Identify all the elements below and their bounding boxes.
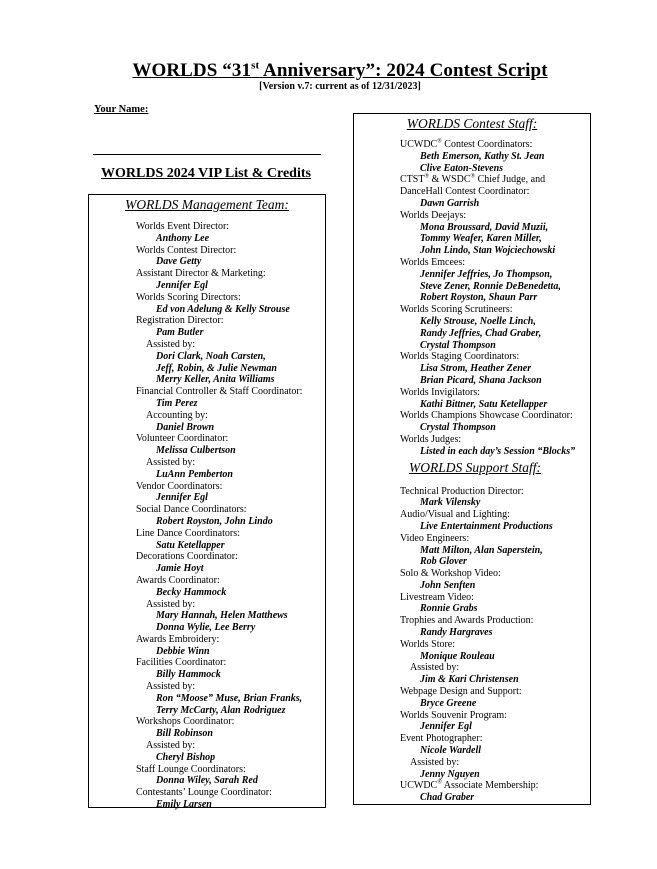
entry-text: Assisted by:	[146, 598, 196, 610]
staff-name	[136, 363, 325, 375]
entry-text: Vendor Coordinators:	[136, 480, 223, 492]
staff-name	[400, 446, 590, 458]
staff-name	[136, 469, 325, 481]
entry-text: Workshops Coordinator:	[136, 716, 235, 728]
staff-name	[400, 769, 590, 781]
role-label	[400, 533, 590, 545]
staff-name	[400, 556, 590, 568]
role-label	[136, 764, 325, 776]
entry-text: Kathi Bittner, Satu Ketellapper	[420, 398, 548, 410]
entry-text: Crystal Thompson	[420, 339, 496, 351]
entry-text: Audio/Visual and Lighting:	[400, 509, 510, 521]
entry-text: Jamie Hoyt	[156, 563, 204, 575]
entry-text: Mona Broussard, David Muzii,	[420, 221, 549, 233]
document-title	[0, 60, 657, 82]
role-label	[400, 174, 590, 186]
entry-text: Accounting by:	[146, 409, 208, 421]
name-signature-line[interactable]	[93, 154, 321, 155]
entry-text: Mark Vilensky	[420, 497, 481, 509]
staff-name	[136, 256, 325, 268]
entry-text: Jennifer Egl	[156, 279, 208, 291]
staff-name	[400, 328, 590, 340]
title-suffix: Anniversary”: 2024 Contest Script	[259, 60, 548, 81]
entry-text: Donna Wiley, Sarah Red	[156, 775, 258, 787]
staff-name	[400, 399, 590, 411]
entry-text: Jennifer Egl	[156, 492, 208, 504]
staff-name	[400, 292, 590, 304]
entry-text: Assisted by:	[146, 456, 196, 468]
entry-text: Debbie Winn	[156, 645, 210, 657]
assisted-by-label	[136, 457, 325, 469]
staff-name	[136, 775, 325, 787]
entry-text: Satu Ketellapper	[156, 539, 225, 551]
entry-text: Terry McCarty, Alan Rodriguez	[156, 704, 286, 716]
role-label	[400, 257, 590, 269]
entry-text: Brian Picard, Shana Jackson	[420, 374, 542, 386]
entry-text: Social Dance Coordinators:	[136, 504, 247, 516]
staff-name	[400, 627, 590, 639]
entry-text: Worlds Contest Director:	[136, 244, 237, 256]
entry-text: CTST	[400, 174, 425, 186]
title-superscript: st	[251, 59, 260, 72]
staff-name	[136, 705, 325, 717]
entry-text: Webpage Design and Support:	[400, 686, 522, 698]
entry-text: Steve Zener, Ronnie DeBenedetta,	[420, 280, 561, 292]
support-staff-list	[354, 486, 590, 805]
entry-text: Bryce Greene	[420, 697, 477, 709]
entry-text: Contest Coordinators:	[441, 139, 533, 150]
assisted-by-label	[136, 339, 325, 351]
staff-name	[400, 281, 590, 293]
role-label	[136, 221, 325, 233]
staff-name	[136, 351, 325, 363]
entry-text: Associate Membership:	[441, 780, 539, 792]
staff-name	[400, 269, 590, 281]
registered-mark: ®	[424, 174, 430, 181]
entry-text: Dave Getty	[156, 256, 202, 268]
entry-text: Facilities Coordinator:	[136, 657, 227, 669]
entry-text: Video Engineers:	[400, 532, 470, 544]
entry-text: Chief Judge, and	[475, 174, 546, 186]
entry-text: Ron “Moose” Muse, Brian Franks,	[156, 692, 303, 704]
entry-text: Awards Coordinator:	[136, 574, 220, 586]
role-label	[400, 509, 590, 521]
entry-text: DanceHall Contest Coordinator:	[400, 186, 530, 198]
registered-mark: ®	[437, 780, 442, 787]
contest-staff-title: WORLDS Contest Staff:	[406, 116, 538, 131]
entry-text: Decorations Coordinator:	[136, 551, 238, 563]
entry-text: UCWDC	[400, 139, 438, 150]
entry-text: Lisa Strom, Heather Zener	[420, 363, 532, 375]
entry-text: Randy Jeffries, Chad Graber,	[420, 327, 542, 339]
vip-list-heading: WORLDS 2024 VIP List & Credits	[101, 166, 311, 181]
entry-text: Dori Clark, Noah Carsten,	[156, 350, 266, 362]
staff-name	[136, 398, 325, 410]
entry-text: Trophies and Awards Production:	[400, 615, 534, 627]
staff-name	[136, 422, 325, 434]
entry-text: Cheryl Bishop	[156, 751, 216, 763]
staff-name	[400, 497, 590, 509]
entry-text: Nicole Wardell	[420, 745, 482, 757]
entry-text: Assisted by:	[410, 756, 460, 768]
role-label	[136, 481, 325, 493]
entry-text: Assisted by:	[146, 740, 196, 752]
management-team-list	[89, 221, 325, 811]
entry-text: Technical Production Director:	[400, 485, 524, 497]
entry-text: Crystal Thompson	[420, 422, 496, 434]
staff-name	[400, 163, 590, 175]
entry-text: Anthony Lee	[156, 232, 210, 244]
entry-text: Monique Rouleau	[420, 650, 495, 662]
staff-name	[400, 521, 590, 533]
role-label	[136, 245, 325, 257]
entry-text: Tim Perez	[156, 397, 198, 409]
management-team-title: WORLDS Management Team:	[125, 197, 289, 212]
role-label	[400, 139, 590, 151]
entry-text: Registration Director:	[136, 315, 224, 327]
role-label	[400, 733, 590, 745]
entry-text: Bill Robinson	[156, 728, 213, 740]
entry-text: Tommy Weafer, Karen Miller,	[420, 233, 542, 245]
role-label	[136, 386, 325, 398]
staff-name	[400, 340, 590, 352]
role-label	[400, 410, 590, 422]
staff-name	[136, 693, 325, 705]
staff-name	[136, 728, 325, 740]
role-label	[136, 268, 325, 280]
support-staff-title: WORLDS Support Staff:	[409, 459, 542, 475]
entry-text: Clive Eaton-Stevens	[420, 162, 504, 174]
role-label	[136, 787, 325, 799]
staff-name	[400, 245, 590, 257]
staff-name	[136, 587, 325, 599]
entry-text: Ronnie Grabs	[420, 603, 478, 615]
entry-text: Worlds Souvenir Program:	[400, 709, 507, 721]
assisted-by-label	[136, 681, 325, 693]
staff-name	[136, 752, 325, 764]
staff-name	[136, 492, 325, 504]
entry-text: Becky Hammock	[156, 586, 227, 598]
entry-text: Event Photographer:	[400, 733, 483, 745]
staff-name	[400, 674, 590, 686]
staff-name	[400, 745, 590, 757]
entry-text: Ed von Adelung & Kelly Strouse	[156, 303, 290, 315]
entry-text: Worlds Invigilators:	[400, 386, 481, 398]
entry-text: Live Entertainment Productions	[420, 520, 553, 532]
role-label	[136, 504, 325, 516]
role-label	[136, 657, 325, 669]
role-label	[400, 592, 590, 604]
staff-name	[400, 603, 590, 615]
entry-text: Chad Graber	[420, 792, 475, 804]
entry-text: Emily Larsen	[156, 799, 212, 811]
entry-text: Worlds Deejays:	[400, 209, 467, 221]
entry-text: Worlds Event Director:	[136, 221, 230, 232]
entry-text: Financial Controller & Staff Coordinator:	[136, 386, 303, 398]
entry-text: Assisted by:	[410, 662, 460, 674]
assisted-by-label	[136, 410, 325, 422]
staff-name	[400, 363, 590, 375]
staff-name	[136, 327, 325, 339]
version-note: [Version v.7: current as of 12/31/2023]	[259, 81, 421, 92]
entry-text: Jim & Kari Christensen	[420, 674, 519, 686]
staff-name	[400, 375, 590, 387]
entry-text: Daniel Brown	[156, 421, 215, 433]
staff-name	[136, 799, 325, 811]
assisted-by-label	[136, 599, 325, 611]
staff-name	[136, 540, 325, 552]
staff-name	[400, 580, 590, 592]
role-label	[400, 710, 590, 722]
role-label	[400, 486, 590, 498]
role-label	[136, 634, 325, 646]
entry-text: LuAnn Pemberton	[156, 468, 233, 480]
staff-name	[136, 516, 325, 528]
entry-text: UCWDC	[400, 780, 438, 792]
assisted-by-label	[400, 757, 590, 769]
assisted-by-label	[136, 740, 325, 752]
entry-text: Assisted by:	[146, 338, 196, 350]
staff-name	[136, 445, 325, 457]
staff-name	[136, 233, 325, 245]
entry-text: Listed in each day’s Session “Blocks”	[420, 445, 576, 457]
entry-text: Worlds Judges:	[400, 433, 462, 445]
staff-box	[353, 113, 591, 805]
staff-name	[400, 151, 590, 163]
role-label	[400, 304, 590, 316]
staff-name	[136, 563, 325, 575]
staff-name	[400, 422, 590, 434]
entry-text: Solo & Workshop Video:	[400, 568, 501, 580]
entry-text: Melissa Culbertson	[156, 445, 236, 457]
role-label	[400, 615, 590, 627]
entry-text: Kelly Strouse, Noelle Linch,	[420, 315, 536, 327]
management-team-box	[88, 194, 326, 811]
role-label	[400, 434, 590, 446]
role-label	[400, 686, 590, 698]
role-label	[400, 568, 590, 580]
entry-text: Rob Glover	[420, 556, 467, 568]
role-label	[400, 210, 590, 222]
staff-name	[136, 622, 325, 634]
role-label	[136, 551, 325, 563]
staff-name	[400, 316, 590, 328]
registered-mark: ®	[437, 138, 442, 145]
staff-name	[400, 698, 590, 710]
staff-name	[136, 646, 325, 658]
role-label	[400, 186, 590, 198]
staff-name	[136, 610, 325, 622]
entry-text: Worlds Champions Showcase Coordinator:	[400, 410, 573, 422]
staff-name	[400, 233, 590, 245]
entry-text: Mary Hannah, Helen Matthews	[156, 610, 288, 622]
entry-text: Worlds Scoring Directors:	[136, 291, 241, 303]
entry-text: Robert Royston, John Lindo	[156, 515, 273, 527]
staff-name	[136, 304, 325, 316]
staff-name	[400, 721, 590, 733]
entry-text: John Lindo, Stan Wojciechowski	[420, 245, 556, 257]
entry-text: Worlds Emcees:	[400, 256, 466, 268]
role-label	[136, 433, 325, 445]
entry-text: Jennifer Jeffries, Jo Thompson,	[420, 268, 553, 280]
entry-text: Awards Embroidery:	[136, 633, 220, 645]
contest-staff-list	[354, 139, 590, 458]
entry-text: Donna Wylie, Lee Berry	[156, 622, 256, 634]
entry-text: Volunteer Coordinator:	[136, 433, 229, 445]
entry-text: Beth Emerson, Kathy St. Jean	[420, 150, 545, 162]
staff-name	[136, 280, 325, 292]
entry-text: Worlds Scoring Scrutineers:	[400, 304, 513, 316]
role-label	[400, 351, 590, 363]
role-label	[136, 315, 325, 327]
staff-name	[400, 545, 590, 557]
your-name-label: Your Name:	[94, 104, 149, 115]
entry-text: Worlds Staging Coordinators:	[400, 351, 520, 363]
staff-name	[400, 792, 590, 804]
entry-text: Line Dance Coordinators:	[136, 527, 240, 539]
assisted-by-label	[400, 662, 590, 674]
role-label	[136, 575, 325, 587]
entry-text: & WSDC	[429, 174, 471, 186]
staff-name	[136, 374, 325, 386]
title-prefix: WORLDS “31	[132, 60, 252, 81]
staff-name	[400, 198, 590, 210]
registered-mark: ®	[470, 174, 476, 181]
entry-text: Matt Milton, Alan Saperstein,	[420, 544, 543, 556]
entry-text: Randy Hargraves	[420, 627, 493, 639]
entry-text: Assisted by:	[146, 681, 196, 693]
entry-text: Livestream Video:	[400, 591, 474, 603]
entry-text: John Senften	[420, 579, 476, 591]
entry-text: Jenny Nguyen	[420, 768, 480, 780]
role-label	[136, 528, 325, 540]
entry-text: Staff Lounge Coordinators:	[136, 763, 246, 775]
role-label	[400, 387, 590, 399]
entry-text: Dawn Garrish	[420, 197, 480, 209]
entry-text: Assistant Director & Marketing:	[136, 268, 266, 280]
entry-text: Worlds Store:	[400, 638, 456, 650]
role-label	[400, 780, 590, 792]
staff-name	[136, 669, 325, 681]
entry-text: Pam Butler	[156, 327, 204, 339]
entry-text: Contestants’ Lounge Coordinator:	[136, 787, 272, 799]
entry-text: Merry Keller, Anita Williams	[156, 374, 275, 386]
entry-text: Billy Hammock	[156, 669, 221, 681]
entry-text: Robert Royston, Shaun Parr	[420, 292, 538, 304]
entry-text: Jeff, Robin, & Julie Newman	[156, 362, 277, 374]
staff-name	[400, 222, 590, 234]
staff-name	[400, 651, 590, 663]
role-label	[400, 639, 590, 651]
role-label	[136, 716, 325, 728]
entry-text: Jennifer Egl	[420, 721, 472, 733]
role-label	[136, 292, 325, 304]
